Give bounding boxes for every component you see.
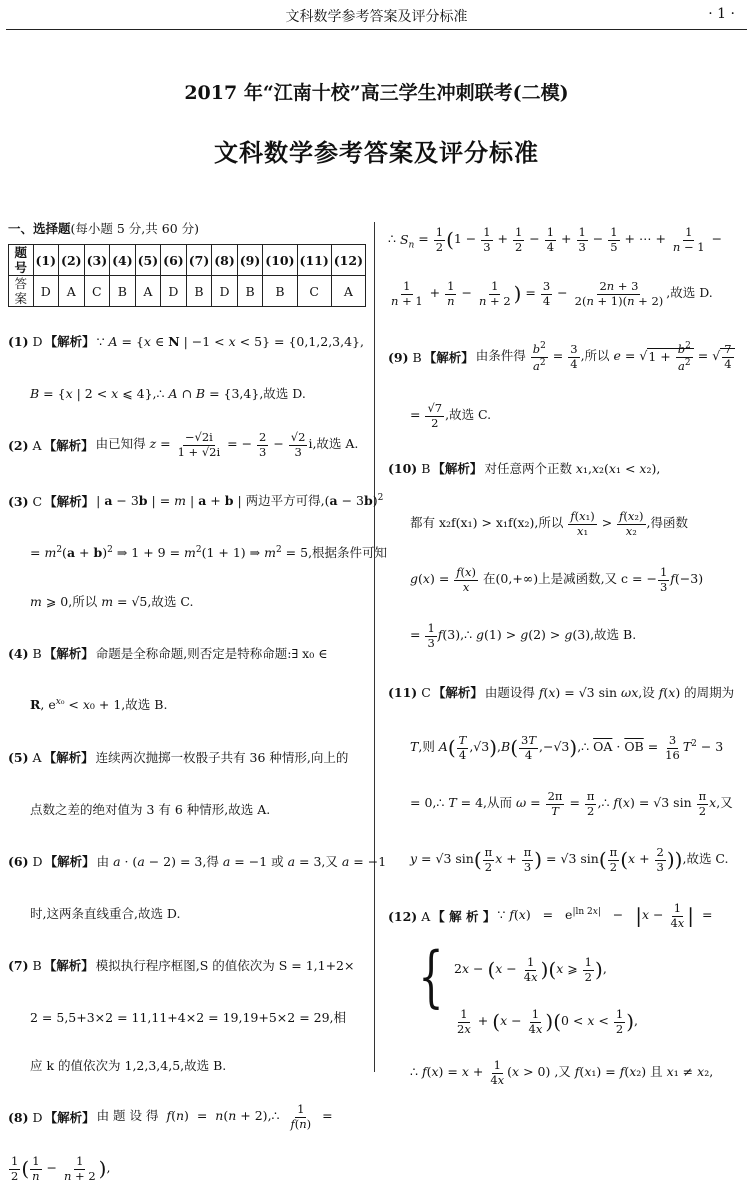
table-cell: 答案	[9, 276, 34, 307]
analysis-tag: 【解析】	[43, 645, 94, 661]
question-number: (4)	[8, 645, 29, 661]
section-note: (每小题 5 分,共 60 分)	[70, 220, 199, 236]
piecewise-row: $\frac{1}{2x}$ + (x − $\frac{1}{4x}$ )(0 < x < $\frac{1}{2}$ ),	[457, 1007, 638, 1036]
page-header	[0, 0, 753, 34]
question-number: (10)	[388, 460, 418, 476]
header-rule	[6, 29, 747, 30]
solution-text: T,则 A( $\frac{T}{4}$ ,√3),B( $\frac{3T}{4}$ ,−√3),∴ $\overline{OA} \cdot \overline{OB}$ = $\frac{3}{16}$ $T^2 - 3$	[410, 733, 724, 762]
page-number: · 1 ·	[708, 6, 735, 22]
table-cell: B	[263, 276, 297, 307]
solution-text: 时,这两条直线重合,故选 D.	[30, 905, 181, 921]
table-cell: C	[297, 276, 331, 307]
solution-text: = $\frac{1}{3}$ f(3),∴ g(1) > g(2) > g(3),故选 B.	[410, 621, 637, 650]
table-cell: (4)	[110, 245, 136, 276]
answer-letter: C	[32, 493, 43, 509]
answer-q8-line2	[8, 1145, 366, 1193]
analysis-tag: 【 解 析 】	[432, 908, 496, 924]
answer-q8-line4	[388, 266, 746, 322]
answer-q8-line1	[8, 1089, 366, 1145]
solution-text: 2 = 5,5+3×2 = 11,11+4×2 = 19,19+5×2 = 29,相	[30, 1009, 347, 1025]
solution-text: 点数之差的绝对值为 3 有 6 种情形,故选 A.	[30, 801, 271, 817]
answer-q11-line2	[388, 720, 746, 776]
solution-text: m ⩾ 0,所以 m = √5,故选 C.	[30, 593, 194, 609]
table-cell: (2)	[59, 245, 85, 276]
table-cell: A	[331, 276, 365, 307]
answer-q3-line2	[8, 529, 388, 577]
solution-text: 连续两次抛掷一枚骰子共有 36 种情形,向上的	[95, 749, 349, 765]
solution-text: ∴ f(x) = x + $\frac{1}{4x}$ (x > 0) ,又 f(x₁) = f(x₂) 且 x₁ ≠ x₂,	[410, 1058, 714, 1087]
table-cell: (8)	[212, 245, 238, 276]
answer-q11-line4	[388, 832, 746, 888]
solution-text: R, $e^{x_0} < x_0 + 1$,故选 B.	[30, 697, 168, 713]
solution-text: = $m^2(a + b)^2$ ⇒ $1 + 9 = m^2(1 + 1)$ ⇒ $m^2 = 5$,根据条件可知	[30, 545, 388, 561]
solution-text-part: 在(0,+∞)上是减函数,又 c = −	[483, 571, 657, 587]
question-number: (3)	[8, 493, 29, 509]
answer-q2	[8, 417, 366, 473]
solution-text: ∴ $S_n$ = $\frac{1}{2}$ (1 − $\frac{1}{3}$ + $\frac{1}{2}$ − $\frac{1}{4}$ + $\frac{1}{3}$ − $\frac{1}{5}$ + ⋯ + $\frac{1}{n - 1}$ −	[388, 225, 723, 254]
analysis-tag: 【解析】	[43, 957, 94, 973]
analysis-tag: 【解析】	[423, 349, 474, 365]
solution-text: 对任意两个正数 x₁,x₂(x₁ < x₂),	[484, 460, 661, 476]
answer-q4-line2	[8, 681, 366, 729]
answer-table	[8, 244, 366, 307]
solution-text: = $\frac{√7}{2}$ ,故选 C.	[410, 401, 492, 430]
question-number: (1)	[8, 333, 29, 349]
question-number: (12)	[388, 908, 418, 924]
analysis-tag: 【解析】	[43, 437, 94, 453]
answer-q12-line3	[388, 1048, 746, 1098]
table-cell: A	[59, 276, 85, 307]
analysis-tag: 【解析】	[44, 853, 95, 869]
table-cell: (1)	[33, 245, 59, 276]
solution-text: g(x) = $\frac{f(x)}{x}$ 在(0,+∞)上是减函数,又 c = − $\frac{1}{3}$ f(−3)	[410, 565, 704, 594]
answer-q5-line1	[8, 729, 366, 785]
table-cell: A	[135, 276, 161, 307]
solution-text: 模拟执行程序框图,S 的值依次为 S = 1,1+2×	[95, 957, 355, 973]
analysis-tag: 【解析】	[44, 493, 95, 509]
table-cell: D	[33, 276, 59, 307]
table-cell: D	[161, 276, 187, 307]
solution-text-part: 都有 x₂f(x₁) > x₁f(x₂),所以	[410, 515, 564, 531]
answer-q1-line1	[8, 313, 366, 369]
analysis-tag: 【解析】	[44, 1109, 95, 1125]
answer-letter: D	[32, 853, 43, 869]
solution-text: 由条件得 $\frac{b^2}{a^2}$ = $\frac{3}{4}$ ,所以 e = √1 + $\frac{b^2}{a^2}$ = √ $\frac{7}{4}$	[476, 341, 735, 372]
answer-letter: B	[32, 645, 42, 661]
table-cell: (10)	[263, 245, 297, 276]
answer-letter: C	[421, 684, 431, 700]
answer-letter: A	[32, 749, 42, 765]
solution-text: 由 a · (a − 2) = 3,得 a = −1 或 a = 3,又 a = −1	[96, 853, 387, 869]
solution-text: 由已知得 z = $\frac{-√2i}{1 + √2i}$ = − $\frac{2}{3}$ − $\frac{√2}{3}$ i,故选 A.	[95, 430, 359, 459]
answer-q10-line3	[388, 552, 746, 608]
solution-text: | a − 3b | = m | a + b | 两边平方可得$,(a - 3b)^2$	[96, 493, 384, 509]
solution-text: 应 k 的值依次为 1,2,3,4,5,故选 B.	[30, 1057, 227, 1073]
exam-title: 2017 年“江南十校”高三学生冲刺联考(二模)	[184, 82, 569, 104]
solution-text: ∵ A = {x ∈ N | −1 < x < 5} = {0,1,2,3,4},	[96, 333, 364, 349]
table-cell: B	[186, 276, 212, 307]
answer-q6-line2	[8, 889, 366, 937]
table-cell: 题号	[9, 245, 34, 276]
section-heading	[8, 214, 366, 242]
answer-q6-line1	[8, 833, 387, 889]
question-number: (9)	[388, 349, 409, 365]
question-number: (11)	[388, 684, 418, 700]
right-column	[388, 214, 746, 1098]
analysis-tag: 【解析】	[44, 333, 95, 349]
answer-q10-line4	[388, 608, 746, 664]
answer-q8-line3	[388, 214, 746, 266]
question-number: (5)	[8, 749, 29, 765]
answer-letter: A	[421, 908, 431, 924]
question-number: (8)	[8, 1109, 29, 1125]
solution-text: $\frac{1}{2}$ ( $\frac{1}{n}$ − $\frac{1}{n + 2}$ ),	[11, 1154, 111, 1183]
answer-letter: B	[412, 349, 422, 365]
analysis-tag: 【解析】	[432, 460, 483, 476]
solution-text: $\frac{1}{n + 1}$ + $\frac{1}{n}$ − $\frac{1}{n + 2}$ ) = $\frac{3}{4}$ − $\frac{2n + 3}{2(n + 1)(n + 2)}$ ,故选 D.	[391, 279, 713, 308]
solution-text: 由 题 设 得 f(n) = n(n + 2),∴ $\frac{1}{f(n)}$ =	[96, 1102, 333, 1131]
brace-symbol: {	[418, 938, 444, 1015]
answer-q7-line3	[8, 1041, 366, 1089]
solution-text: = 0,∴ T = 4,从而 ω = $\frac{2\pi}{T}$ = $\frac{\pi}{2}$ ,∴ f(x) = √3 sin $\frac{\pi}{2}$ x,又	[410, 789, 733, 818]
solution-text: 命题是全称命题,则否定是特称命题:∃ x₀ ∈	[95, 645, 328, 661]
answer-q11-line3	[388, 776, 746, 832]
answer-q12-line1	[388, 888, 746, 944]
solution-text: ∵ $f(x) = e^{|ln 2x|} - |x$ − $\frac{1}{4x}$ | =	[497, 901, 713, 930]
question-number: (2)	[8, 437, 29, 453]
answer-q4-line1	[8, 625, 366, 681]
table-cell: (3)	[84, 245, 110, 276]
analysis-tag: 【解析】	[43, 749, 94, 765]
table-cell: (9)	[237, 245, 263, 276]
table-cell: D	[212, 276, 238, 307]
solution-text: B = {x | 2 < x ⩽ 4},∴ A ∩ B = {3,4},故选 D.	[30, 385, 306, 401]
table-cell: B	[237, 276, 263, 307]
answer-letter: B	[32, 957, 42, 973]
answer-q5-line2	[8, 785, 366, 833]
piecewise-row: 2x − (x − $\frac{1}{4x}$ )(x ⩾ $\frac{1}{2}$ ),	[454, 955, 607, 984]
answer-q3-line1	[8, 473, 384, 529]
table-header-row	[9, 245, 366, 276]
answer-letter: D	[32, 1109, 43, 1125]
analysis-tag: 【解析】	[432, 684, 483, 700]
table-cell: (12)	[331, 245, 365, 276]
table-cell: C	[84, 276, 110, 307]
section-label: 一、选择题	[8, 220, 71, 236]
document-title: 文科数学参考答案及评分标准	[214, 138, 539, 167]
answer-q11-line1	[388, 664, 746, 720]
answer-q1-line2	[8, 369, 366, 417]
solution-text: 由题设得 f(x) = √3 sin ωx,设 f(x) 的周期为	[484, 684, 735, 700]
table-cell: (5)	[135, 245, 161, 276]
answer-letter: B	[421, 460, 431, 476]
solution-text: 都有 x₂f(x₁) > x₁f(x₂),所以 $\frac{\text{f(x₁)}}{\text{x₁}}$ > $\frac{\text{f(x₂)}}{\text{x₂}}$ ,得函数	[410, 509, 689, 538]
table-cell: (11)	[297, 245, 331, 276]
answer-q10-line2	[388, 496, 746, 552]
answer-q9-line2	[388, 392, 746, 440]
table-cell: B	[110, 276, 136, 307]
answer-letter: D	[32, 333, 43, 349]
answer-q7-line2	[8, 993, 366, 1041]
answer-q10-line1	[388, 440, 746, 496]
answer-q3-line3	[8, 577, 366, 625]
question-number: (6)	[8, 853, 29, 869]
question-number: (7)	[8, 957, 29, 973]
answer-letter: A	[32, 437, 42, 453]
header-title: 文科数学参考答案及评分标准	[285, 9, 468, 25]
piecewise-definition	[410, 938, 746, 1048]
table-cell: (7)	[186, 245, 212, 276]
piecewise-rows	[454, 944, 638, 1048]
column-divider	[374, 222, 375, 1072]
solution-text: y = √3 sin( $\frac{\pi}{2}$ x + $\frac{\pi}{3}$ ) = √3 sin( $\frac{\pi}{2}$ (x + $\frac{2}{3}$ )),故选 C.	[410, 845, 729, 874]
answer-q9-line1	[388, 322, 746, 392]
left-column	[8, 214, 388, 1193]
answer-q7-line1	[8, 937, 366, 993]
table-cell: (6)	[161, 245, 187, 276]
table-row	[9, 276, 366, 307]
